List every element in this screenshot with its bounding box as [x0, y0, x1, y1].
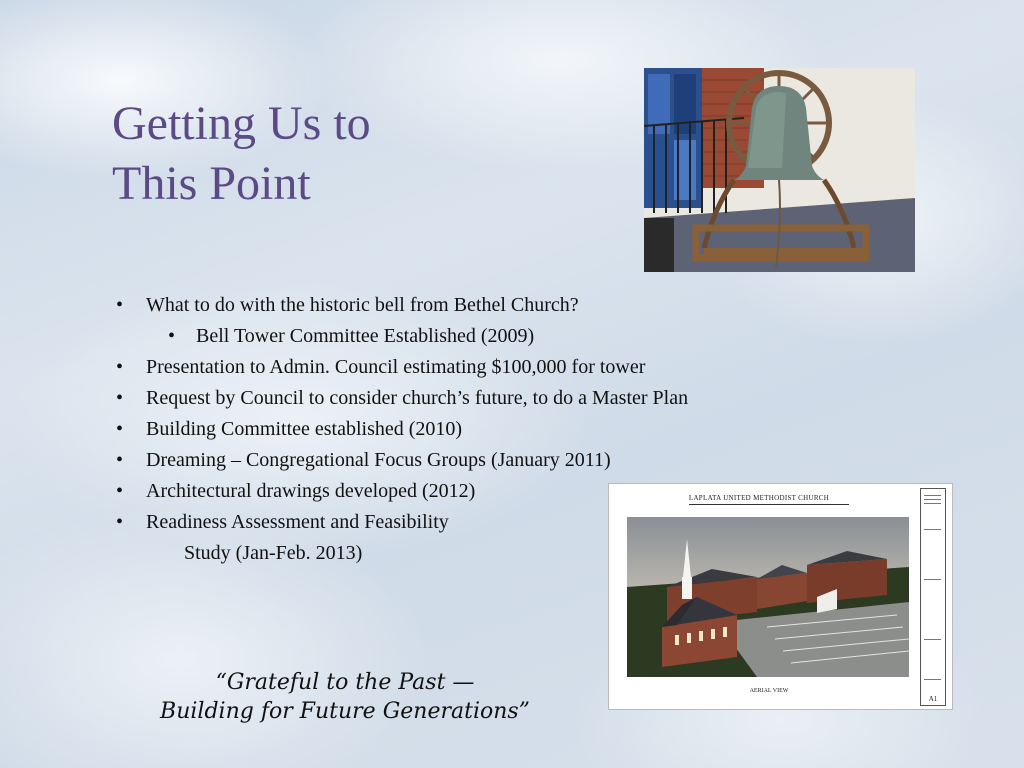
- quote-line-1: “Grateful to the Past —: [215, 670, 475, 695]
- bell-photo-graphic: [644, 68, 915, 272]
- drawing-title-block: [920, 488, 946, 706]
- bullet-item: • Request by Council to consider church’s future, to do a Master Plan: [116, 383, 688, 414]
- sheet-number: A1: [928, 695, 938, 703]
- bullet-list: [116, 290, 688, 569]
- slogan-quote: [130, 668, 560, 726]
- drawing-title: LAPLATA UNITED METHODIST CHURCH: [688, 494, 830, 502]
- slide-title-line-1: Getting Us to: [112, 97, 371, 150]
- sub-bullet-item: • Bell Tower Committee Established (2009): [116, 321, 688, 352]
- bullet-item: • Dreaming – Congregational Focus Groups (January 2011): [116, 445, 688, 476]
- aerial-rendering-graphic: [627, 517, 909, 677]
- slide-title-line-2: This Point: [112, 157, 311, 210]
- drawing-title-underline: [689, 504, 849, 505]
- bell-photo: [644, 68, 915, 272]
- bullet-item: • Presentation to Admin. Council estimating $100,000 for tower: [116, 352, 688, 383]
- bullet-item: • What to do with the historic bell from Bethel Church?: [116, 290, 688, 321]
- slide-title: [112, 94, 371, 214]
- quote-line-2: Building for Future Generations”: [160, 699, 530, 724]
- bullet-item: • Architectural drawings developed (2012): [116, 476, 688, 507]
- aerial-rendering: [627, 517, 909, 677]
- bullet-item: • Building Committee established (2010): [116, 414, 688, 445]
- bullet-item: • Readiness Assessment and Feasibility: [116, 507, 688, 538]
- drawing-caption: AERIAL VIEW: [749, 688, 789, 694]
- bullet-continuation: Study (Jan-Feb. 2013): [184, 542, 363, 564]
- architectural-drawing: [608, 483, 953, 710]
